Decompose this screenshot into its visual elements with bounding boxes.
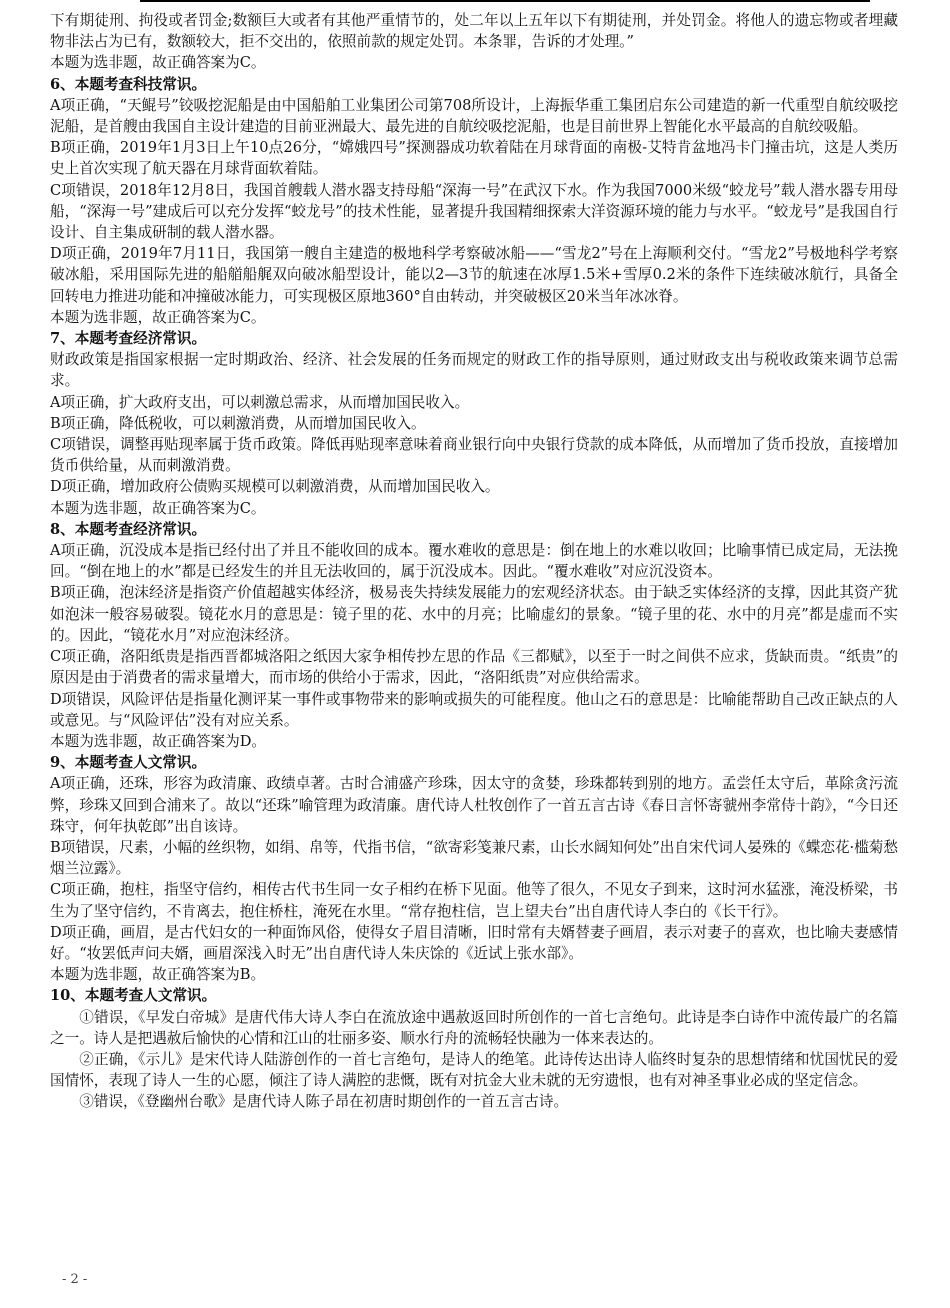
document-body [50, 10, 898, 1113]
option-paragraph: C项错误，调整再贴现率属于货币政策。降低再贴现率意味着商业银行向中央银行贷款的成本降低，从而增加了货币投放，直接增加货币供给量，从而刺激消费。 [50, 436, 898, 475]
numbered-item: ①错误，《早发白帝城》是唐代伟大诗人李白在流放途中遇赦返回时所创作的一首七言绝句。此诗是李白诗作中流传最广的名篇之一。诗人是把遇赦后愉快的心情和江山的壮丽多姿、顺水行舟的流畅轻快融为一体来表达的。 [50, 1008, 898, 1047]
option-paragraph: D项错误，风险评估是指量化测评某一事件或事物带来的影响或损失的可能程度。他山之石的意思是：比喻能帮助自己改正缺点的人或意见。与“风险评估”没有对应关系。 [50, 690, 898, 729]
option-paragraph: A项正确，“天鲲号”铰吸挖泥船是由中国船舶工业集团公司第708所设计，上海振华重工集团启东公司建造的新一代重型自航绞吸挖泥船，是首艘由我国自主设计建造的目前亚洲最大、最先进的自航绞吸挖泥船，也是目前世界上智能化水平最高的自航绞吸船。 [50, 96, 898, 136]
question-heading: 8、本题考查经济常识。 [50, 520, 207, 538]
answer-line: 本题为选非题，故正确答案为C。 [50, 54, 266, 72]
paragraph-continuation: 下有期徒刑、拘役或者罚金;数额巨大或者有其他严重情节的，处二年以上五年以下有期徒刑，并处罚金。将他人的遗忘物或者埋藏物非法占为已有，数额较大，拒不交出的，依照前款的规定处罚。本条罪，告诉的才处理。” [50, 12, 898, 51]
page-number: - 2 - [62, 1272, 88, 1287]
option-paragraph: B项正确，降低税收，可以刺激消费，从而增加国民收入。 [50, 414, 426, 432]
answer-line: 本题为选非题，故正确答案为C。 [50, 499, 266, 517]
option-paragraph: C项正确，抱柱，指坚守信约，相传古代书生同一女子相约在桥下见面。他等了很久，不见女子到来，这时河水猛涨，淹没桥梁，书生为了坚守信约，不肯离去，抱住桥柱，淹死在水里。“常存抱柱信，岂上望夫台”出自唐代诗人李白的《长干行》。 [50, 881, 898, 920]
option-paragraph: D项正确，2019年7月11日，我国第一艘自主建造的极地科学考察破冰船——“雪龙2”号在上海顺利交付。“雪龙2”号极地科学考察破冰船，采用国际先进的船艏船艉双向破冰船型设计，能以2—3节的航速在冰厚1.5米+雪厚0.2米的条件下连续破冰航行，具备全回转电力推进功能和冲撞破冰能力，可实现极区原地360°自由转动，并突破极区20米当年冰冰脊。 [50, 245, 898, 305]
option-paragraph: B项正确，泡沫经济是指资产价值超越实体经济，极易丧失持续发展能力的宏观经济状态。由于缺乏实体经济的支撑，因此其资产犹如泡沫一般容易破裂。镜花水月的意思是：镜子里的花、水中的月亮；比喻虚幻的景象。“镜子里的花、水中的月亮”都是虚而不实的。因此，“镜花水月”对应泡沫经济。 [50, 584, 898, 644]
option-paragraph: D项正确，增加政府公债购买规模可以刺激消费，从而增加国民收入。 [50, 478, 500, 496]
answer-line: 本题为选非题，故正确答案为D。 [50, 732, 267, 750]
question-heading: 6、本题考查科技常识。 [50, 75, 207, 93]
question-heading: 7、本题考查经济常识。 [50, 330, 207, 348]
option-paragraph: A项正确，沉没成本是指已经付出了并且不能收回的成本。覆水难收的意思是：倒在地上的水难以收回；比喻事情已成定局，无法挽回。“倒在地上的水”都是已经发生的并且无法收回的，属于沉没成本。因此。“覆水难收”对应沉没资本。 [50, 542, 898, 581]
question-heading: 9、本题考查人文常识。 [50, 754, 207, 772]
top-rule [140, 0, 870, 2]
numbered-item: ③错误，《登幽州台歌》是唐代诗人陈子昂在初唐时期创作的一首五言古诗。 [79, 1093, 569, 1111]
question-heading: 10、本题考查人文常识。 [50, 987, 217, 1005]
option-paragraph: A项正确，还珠，形容为政清廉、政绩卓著。古时合浦盛产珍珠，因太守的贪婪，珍珠都转到别的地方。孟尝任太守后，革除贪污流弊，珍珠又回到合浦来了。故以“还珠”喻管理为政清廉。唐代诗人杜牧创作了一首五言古诗《春日言怀寄虢州李常侍十韵》，“今日还珠守，何年执乾郎”出自该诗。 [50, 775, 898, 835]
intro-paragraph: 财政政策是指国家根据一定时期政治、经济、社会发展的任务而规定的财政工作的指导原则，通过财政支出与税收政策来调节总需求。 [50, 351, 898, 390]
numbered-item: ②正确，《示儿》是宋代诗人陆游创作的一首七言绝句，是诗人的绝笔。此诗传达出诗人临终时复杂的思想情绪和忧国忧民的爱国情怀，表现了诗人一生的心愿，倾注了诗人满腔的悲慨，既有对抗金大业未就的无穷遗恨，也有对神圣事业必成的坚定信念。 [50, 1050, 898, 1090]
option-paragraph: C项错误，2018年12月8日，我国首艘载人潜水器支持母船“深海一号”在武汉下水。作为我国7000米级“蛟龙号”载人潜水器专用母船，“深海一号”建成后可以充分发挥“蛟龙号”的技术性能，显著提升我国精细探索大洋资源环境的能力与水平。“蛟龙号”是我国自行设计、自主集成研制的载人潜水器。 [50, 181, 898, 242]
option-paragraph: C项正确，洛阳纸贵是指西晋都城洛阳之纸因大家争相传抄左思的作品《三都赋》，以至于一时之间供不应求，货缺而贵。“纸贵”的原因是由于消费者的需求量增大，而市场的供给小于需求，因此，“洛阳纸贵”对应供给需求。 [50, 648, 898, 687]
option-paragraph: D项正确，画眉，是古代妇女的一种面饰风俗，使得女子眉目清晰，旧时常有夫婿替妻子画眉，表示对妻子的喜欢，也比喻夫妻感情好。“妆罢低声问夫婿，画眉深浅入时无”出自唐代诗人朱庆馀的《近试上张水部》。 [50, 923, 898, 962]
answer-line: 本题为选非题，故正确答案为B。 [50, 966, 266, 984]
option-paragraph: B项错误，尺素，小幅的丝织物，如绢、帛等，代指书信，“欲寄彩笺兼尺素，山长水阔知何处”出自宋代词人晏殊的《蝶恋花·槛菊愁烟兰泣露》。 [50, 838, 898, 878]
option-paragraph: A项正确，扩大政府支出，可以刺激总需求，从而增加国民收入。 [50, 393, 470, 411]
option-paragraph: B项正确，2019年1月3日上午10点26分，“嫦娥四号”探测器成功软着陆在月球背面的南极-艾特肯盆地冯卡门撞击坑，这是人类历史上首次实现了航天器在月球背面软着陆。 [50, 139, 898, 178]
answer-line: 本题为选非题，故正确答案为C。 [50, 308, 266, 326]
